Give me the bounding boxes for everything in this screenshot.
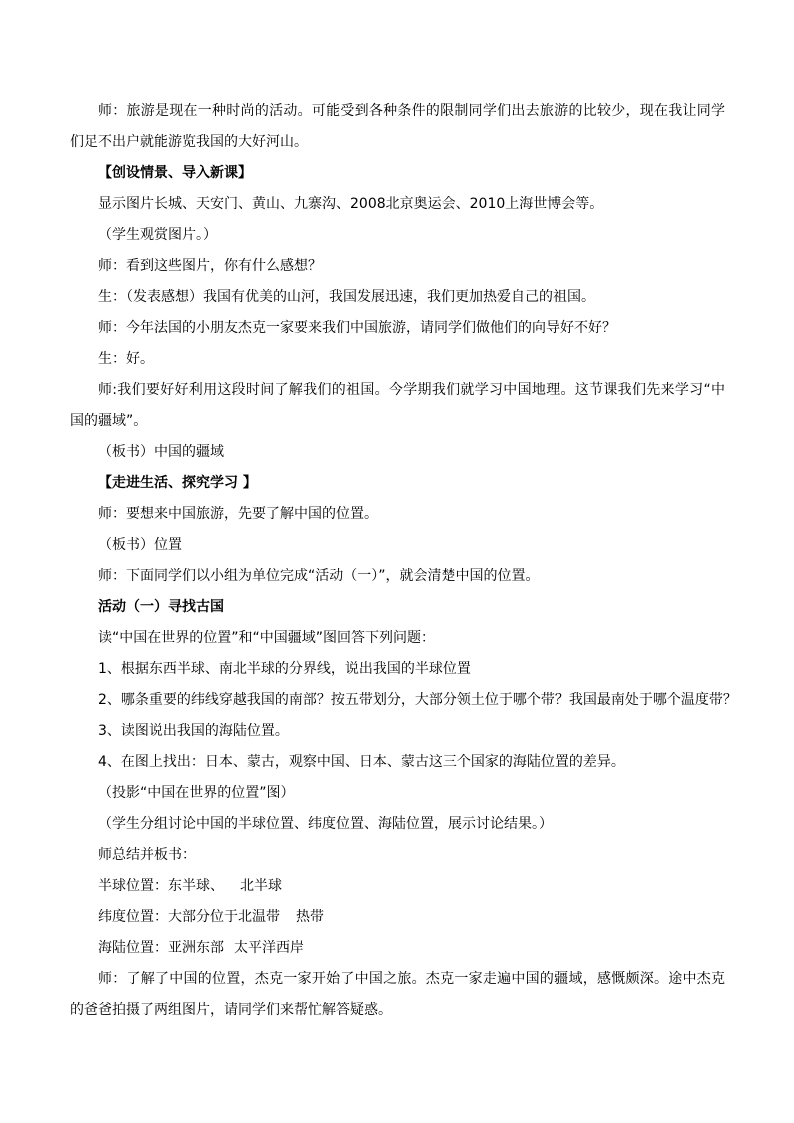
paragraph-student-yes: 生：好。 <box>98 351 154 367</box>
activity-heading: 活动（一）寻找古国 <box>98 599 224 615</box>
board-sea-land-position <box>70 933 725 964</box>
board-hemisphere-position <box>70 871 725 902</box>
section-heading-introduction: 【创设情景、导入新课】 <box>98 165 252 181</box>
paragraph-teacher-lesson: 师:我们要好好利用这段时间了解我们的祖国。今学期我们就学习中国地理。这节课我们先来学习“中国的疆域”。 <box>70 382 725 429</box>
board-hemisphere-north: 北半球 <box>240 878 282 894</box>
question-4: 4、在图上找出：日本、蒙古，观察中国、日本、蒙古这三个国家的海陆位置的差异。 <box>98 754 625 770</box>
paragraph-trip-begins: 师：了解了中国的位置，杰克一家开始了中国之旅。杰克一家走遍中国的疆域，感慨颇深。途中杰克的爸爸拍摄了两组图片，请同学们来帮忙解答疑惑。 <box>70 971 725 1018</box>
section-heading-exploration: 【走进生活、探究学习 】 <box>98 475 257 491</box>
paragraph-board-territory: （板书）中国的疆域 <box>98 444 224 460</box>
paragraph-teacher-guide: 师：今年法国的小朋友杰克一家要来我们中国旅游，请同学们做他们的向导好不好？ <box>98 320 616 336</box>
paragraph-group-discussion: （学生分组讨论中国的半球位置、纬度位置、海陆位置，展示讨论结果。） <box>98 816 553 832</box>
question-2: 2、哪条重要的纬线穿越我国的南部？按五带划分，大部分领土位于哪个带？我国最南处于哪个温度带？ <box>98 692 737 708</box>
paragraph-projection: （投影“中国在世界的位置”图） <box>98 785 295 801</box>
paragraph-read-maps: 读“中国在世界的位置”和“中国疆域”图回答下列问题： <box>98 630 436 646</box>
document-body <box>70 96 737 1026</box>
paragraph-show-pictures: 显示图片长城、天安门、黄山、九寨沟、2008北京奥运会、2010上海世博会等。 <box>98 196 604 212</box>
board-latitude-temperate: 纬度位置：大部分位于北温带 <box>98 909 280 925</box>
question-1: 1、根据东西半球、南北半球的分界线，说出我国的半球位置 <box>98 661 471 677</box>
paragraph-intro: 师：旅游是现在一种时尚的活动。可能受到各种条件的限制同学们出去旅游的比较少，现在我让同学们足不出户就能游览我国的大好河山。 <box>70 103 725 150</box>
paragraph-teacher-question: 师：看到这些图片，你有什么感想？ <box>98 258 322 274</box>
paragraph-teacher-summary: 师总结并板书： <box>98 847 196 863</box>
paragraph-teacher-activity: 师：下面同学们以小组为单位完成“活动（一）”，就会清楚中国的位置。 <box>98 568 540 584</box>
question-3: 3、读图说出我国的海陆位置。 <box>98 723 289 739</box>
paragraph-students-watch: （学生观赏图片。） <box>98 227 217 243</box>
board-latitude-tropical: 热带 <box>296 909 324 925</box>
board-sea-land-pacific: 太平洋西岸 <box>234 940 304 956</box>
paragraph-student-response: 生：（发表感想）我国有优美的山河，我国发展迅速，我们更加热爱自己的祖国。 <box>98 289 595 305</box>
board-hemisphere-east: 半球位置：东半球、 <box>98 878 224 894</box>
board-latitude-position <box>70 902 725 933</box>
paragraph-teacher-location: 师：要想来中国旅游，先要了解中国的位置。 <box>98 506 378 522</box>
paragraph-board-location: （板书）位置 <box>98 537 182 553</box>
board-sea-land-asia: 海陆位置：亚洲东部 <box>98 940 224 956</box>
